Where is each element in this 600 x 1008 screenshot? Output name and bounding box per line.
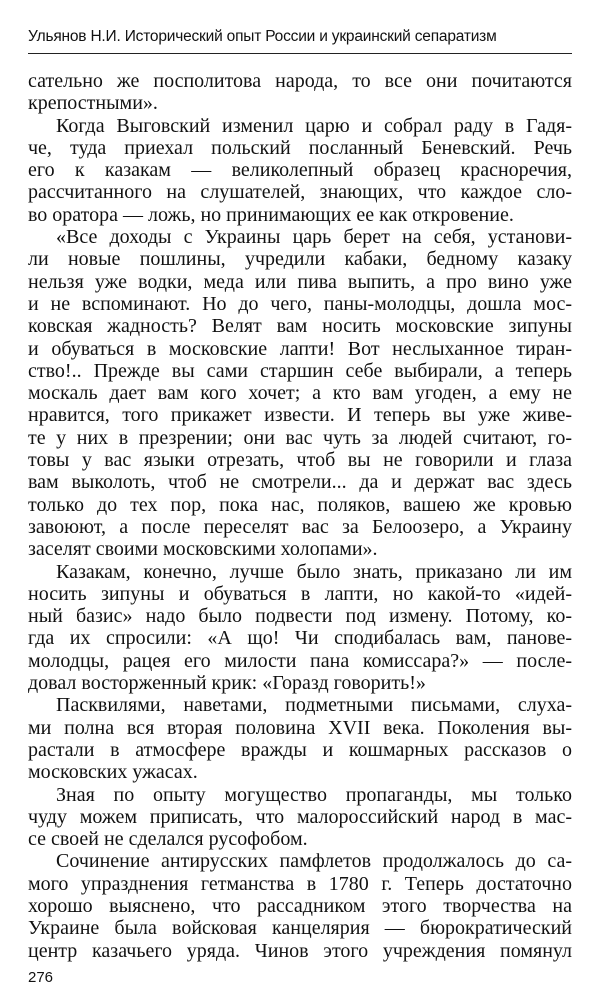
text-line: и не вспоминают. Но до чего, паны-молодцы, дошла мос- <box>28 292 572 315</box>
text-line: че, туда приехал польский посланный Беневский. Речь <box>28 136 572 159</box>
text-line: растали в атмосфере вражды и кошмарных рассказов о <box>28 738 572 761</box>
text-line: ми полна вся вторая половина XVII века. Поколения вы- <box>28 716 572 739</box>
text-line: нравится, того прикажет извести. И теперь вы уже живе- <box>28 404 572 427</box>
text-line: те у них в презрении; они вас чуть за людей считают, го- <box>28 426 572 449</box>
text-line: вам выколоть, чтоб не смотрели... да и держат вас здесь <box>28 471 572 494</box>
text-line: Пасквилями, наветами, подметными письмами, слуха- <box>56 694 572 717</box>
text-line: ли новые пошлины, учредили кабаки, бедному казаку <box>28 248 572 271</box>
text-line: во оратора — ложь, но принимающих ее как откровение. <box>28 203 514 226</box>
text-line: носить зипуны и обуваться в лапти, но какой-то «идей- <box>28 582 572 605</box>
text-line: и обуваться в московские лапти! Вот неслыханное тиран- <box>28 337 572 360</box>
body-text <box>28 70 572 962</box>
running-header: Ульянов Н.И. Исторический опыт России и украинский сепаратизм <box>28 28 497 45</box>
text-line: се своей не сделался русофобом. <box>28 828 308 851</box>
text-line: ный базис» надо было подвести под измену. Потому, ко- <box>28 605 572 628</box>
text-line: заселят своими московскими холопами». <box>28 538 378 561</box>
paragraph <box>28 694 572 783</box>
paragraph <box>28 226 572 560</box>
text-line: его к казакам — великолепный образец красноречия, <box>28 159 572 182</box>
page-number: 276 <box>28 969 54 986</box>
text-line: хорошо выяснено, что рассадником этого творчества на <box>28 894 572 917</box>
text-line: чуду можем приписать, что малороссийский народ в мас- <box>28 805 572 828</box>
paragraph <box>28 70 572 115</box>
text-line: Украине была войсковая канцелярия — бюрократический <box>28 917 572 940</box>
text-line: ковская жадность? Велят вам носить московские зипуны <box>28 315 572 338</box>
paragraph <box>28 784 572 851</box>
text-line: крепостными». <box>28 92 158 115</box>
text-line: нельзя уже водки, меда или пива выпить, а про вино уже <box>28 270 572 293</box>
text-line: Сочинение антирусских памфлетов продолжалось до са- <box>56 850 572 873</box>
text-line: молодцы, рацея его милости пана комиссара?» — после- <box>28 649 572 672</box>
text-line: довал восторженный крик: «Горазд говорить!» <box>28 672 426 695</box>
text-line: Зная по опыту могущество пропаганды, мы только <box>56 783 572 806</box>
text-line: рассчитанного на слушателей, знающих, что каждое сло- <box>28 181 572 204</box>
paragraph <box>28 561 572 695</box>
text-line: товы у вас языки отрезать, чтоб вы не говорили и глаза <box>28 449 572 472</box>
paragraph <box>28 115 572 226</box>
text-line: Когда Выговский изменил царю и собрал раду в Гадя- <box>56 114 572 137</box>
text-line: завоюют, а после переселят вас за Белоозеро, а Украину <box>28 515 572 538</box>
text-line: москаль дает вам кого хочет; а кто вам угоден, а ему не <box>28 382 572 405</box>
text-line: центр казачьего уряда. Чинов этого учреждения помянул <box>28 939 572 962</box>
text-line: только до тех пор, пока нас, поляков, вашею же кровью <box>28 493 572 516</box>
text-line: ство!.. Прежде вы сами старшин себе выбирали, а теперь <box>28 359 572 382</box>
text-line: сательно же посполитова народа, то все они почитаются <box>28 70 572 92</box>
text-line: мого упразднения гетманства в 1780 г. Теперь достаточно <box>28 872 572 895</box>
text-line: «Все доходы с Украины царь берет на себя, установи- <box>56 226 572 249</box>
paragraph <box>28 850 572 961</box>
text-line: Казакам, конечно, лучше было знать, приказано ли им <box>56 560 572 583</box>
header-rule <box>28 53 572 54</box>
text-line: московских ужасах. <box>28 761 198 784</box>
text-line: гда их спросили: «А що! Чи сподибалась вам, панове- <box>28 627 572 650</box>
